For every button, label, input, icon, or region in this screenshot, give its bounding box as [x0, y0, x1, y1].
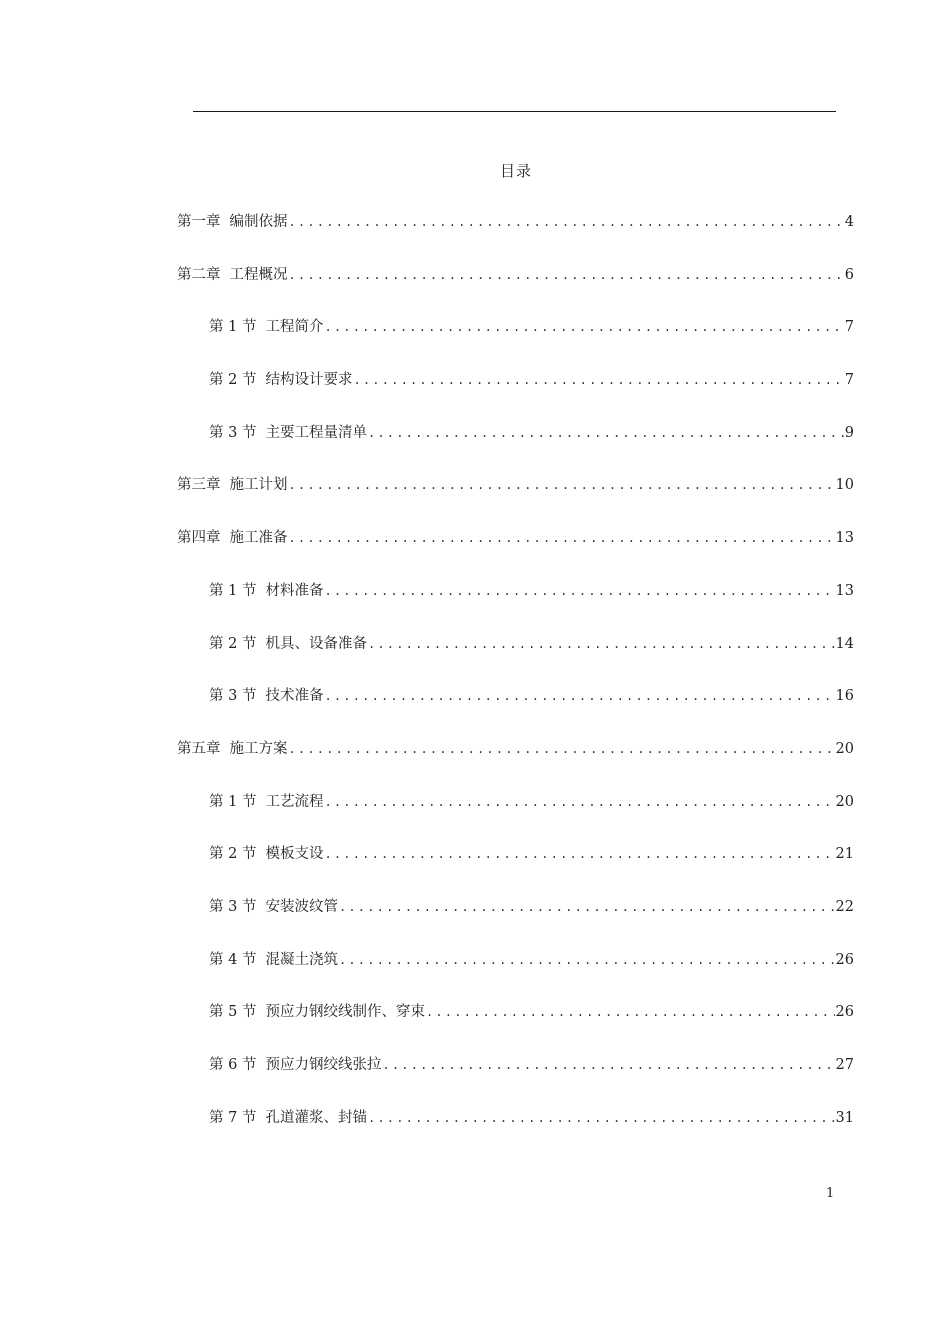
toc-entry-page: 20 [835, 793, 854, 810]
toc-entry-prefix: 第 1 节 [209, 319, 257, 336]
toc-dot-leader [339, 896, 835, 918]
toc-entry-label [209, 685, 324, 707]
toc-entry-page: 16 [835, 688, 854, 705]
toc-entry-label [177, 211, 289, 233]
toc-entry-title: 材料准备 [265, 582, 324, 599]
toc-entry-section-5-5[interactable] [177, 1001, 854, 1054]
toc-entry-prefix: 第一章 [177, 214, 221, 230]
toc-dot-leader [324, 791, 834, 813]
toc-entry-title: 施工方案 [229, 740, 288, 757]
toc-entry-label [209, 843, 324, 865]
toc-entry-prefix: 第 5 节 [209, 1004, 257, 1021]
toc-entry-section-2-2[interactable] [177, 369, 854, 422]
toc-entry-page: 10 [835, 477, 854, 494]
toc-entry-title: 安装波纹管 [265, 898, 338, 915]
toc-dot-leader [289, 211, 844, 233]
toc-entry-section-5-3[interactable] [177, 896, 854, 949]
toc-dot-leader [324, 685, 834, 707]
toc-entry-chapter-4[interactable] [177, 527, 854, 580]
toc-entry-label [177, 474, 289, 496]
page-number: 1 [826, 1186, 835, 1201]
toc-entry-title: 主要工程量清单 [265, 424, 367, 441]
toc-entry-prefix: 第 6 节 [209, 1057, 257, 1073]
toc-dot-leader [289, 527, 835, 549]
toc-entry-prefix: 第四章 [177, 530, 221, 547]
toc-entry-section-2-1[interactable] [177, 316, 854, 369]
toc-dot-leader [368, 422, 844, 444]
toc-entry-prefix: 第 4 节 [209, 951, 257, 968]
toc-entry-label [209, 316, 324, 338]
toc-entry-chapter-3[interactable] [177, 474, 854, 527]
toc-entry-page: 21 [835, 846, 854, 863]
toc-entry-label [177, 738, 289, 760]
toc-entry-section-5-2[interactable] [177, 843, 854, 896]
toc-entry-prefix: 第 2 节 [209, 846, 257, 863]
toc-entry-page: 26 [835, 951, 854, 968]
toc-entry-label [177, 527, 289, 549]
toc-entry-page: 13 [835, 582, 854, 599]
toc-entry-chapter-2[interactable] [177, 264, 854, 317]
toc-entry-label [177, 264, 289, 286]
toc-dot-leader [324, 843, 834, 865]
toc-dot-leader [368, 633, 835, 655]
toc-entry-label [209, 369, 353, 391]
toc-entry-page: 26 [835, 1004, 854, 1021]
toc-entry-title: 孔道灌浆、封锚 [265, 1109, 367, 1126]
toc-dot-leader [382, 1054, 834, 1076]
toc-entry-label [209, 1107, 368, 1129]
toc-entry-page: 27 [835, 1057, 854, 1073]
toc-entry-prefix: 第 3 节 [209, 424, 257, 441]
toc-dot-leader [289, 738, 835, 760]
toc-entry-label [209, 896, 339, 918]
toc-entry-section-4-3[interactable] [177, 685, 854, 738]
toc-entry-title: 模板支设 [265, 846, 324, 863]
toc-title: 目录 [499, 162, 532, 180]
toc-entry-page: 9 [844, 424, 854, 441]
toc-entry-label [209, 1001, 426, 1023]
toc-entry-title: 编制依据 [229, 214, 288, 230]
toc-entry-section-5-6[interactable] [177, 1054, 854, 1107]
toc-entry-label [209, 633, 368, 655]
toc-entry-page: 7 [844, 319, 854, 336]
toc-entry-page: 20 [835, 740, 854, 757]
toc-entry-label [209, 791, 324, 813]
toc-dot-leader [324, 580, 834, 602]
toc-entry-page: 31 [835, 1109, 854, 1126]
toc-entry-prefix: 第 2 节 [209, 372, 257, 389]
toc-entry-prefix: 第五章 [177, 740, 221, 757]
toc-entry-title: 技术准备 [265, 688, 324, 705]
toc-entry-title: 预应力钢绞线制作、穿束 [265, 1004, 425, 1021]
toc-entry-section-2-3[interactable] [177, 422, 854, 475]
toc-entry-label [209, 580, 324, 602]
toc-entry-title: 机具、设备准备 [265, 635, 367, 652]
toc-entry-section-5-7[interactable] [177, 1107, 854, 1160]
toc-entry-prefix: 第 3 节 [209, 898, 257, 915]
toc-entry-title: 预应力钢绞线张拉 [265, 1057, 382, 1073]
toc-entry-title: 结构设计要求 [265, 372, 353, 389]
toc-entry-title: 工艺流程 [265, 793, 324, 810]
toc-entry-prefix: 第三章 [177, 477, 221, 494]
table-of-contents [177, 211, 854, 1159]
toc-entry-chapter-5[interactable] [177, 738, 854, 791]
toc-dot-leader [324, 316, 843, 338]
toc-entry-section-5-4[interactable] [177, 949, 854, 1002]
toc-entry-page: 22 [835, 898, 854, 915]
toc-entry-prefix: 第 7 节 [209, 1109, 257, 1126]
toc-dot-leader [426, 1001, 835, 1023]
toc-dot-leader [339, 949, 835, 971]
toc-entry-title: 混凝土浇筑 [265, 951, 338, 968]
toc-entry-label [209, 1054, 382, 1076]
toc-dot-leader [368, 1107, 835, 1129]
toc-entry-prefix: 第 1 节 [209, 582, 257, 599]
toc-entry-section-4-2[interactable] [177, 633, 854, 686]
toc-dot-leader [289, 474, 835, 496]
toc-entry-page: 6 [844, 266, 854, 283]
toc-entry-title: 工程概况 [229, 266, 288, 283]
toc-dot-leader [289, 264, 844, 286]
toc-entry-section-4-1[interactable] [177, 580, 854, 633]
header-rule [193, 111, 836, 112]
toc-entry-section-5-1[interactable] [177, 791, 854, 844]
toc-entry-page: 14 [835, 635, 854, 652]
toc-entry-prefix: 第 1 节 [209, 793, 257, 810]
toc-entry-title: 施工准备 [229, 530, 288, 547]
toc-dot-leader [353, 369, 843, 391]
toc-entry-chapter-1[interactable] [177, 211, 854, 264]
toc-entry-prefix: 第 2 节 [209, 635, 257, 652]
toc-entry-label [209, 422, 368, 444]
toc-entry-title: 工程简介 [265, 319, 324, 336]
toc-entry-page: 7 [844, 372, 854, 389]
toc-entry-prefix: 第二章 [177, 266, 221, 283]
toc-entry-prefix: 第 3 节 [209, 688, 257, 705]
toc-entry-title: 施工计划 [229, 477, 288, 494]
toc-entry-label [209, 949, 339, 971]
toc-entry-page: 13 [835, 530, 854, 547]
toc-entry-page: 4 [844, 214, 854, 230]
